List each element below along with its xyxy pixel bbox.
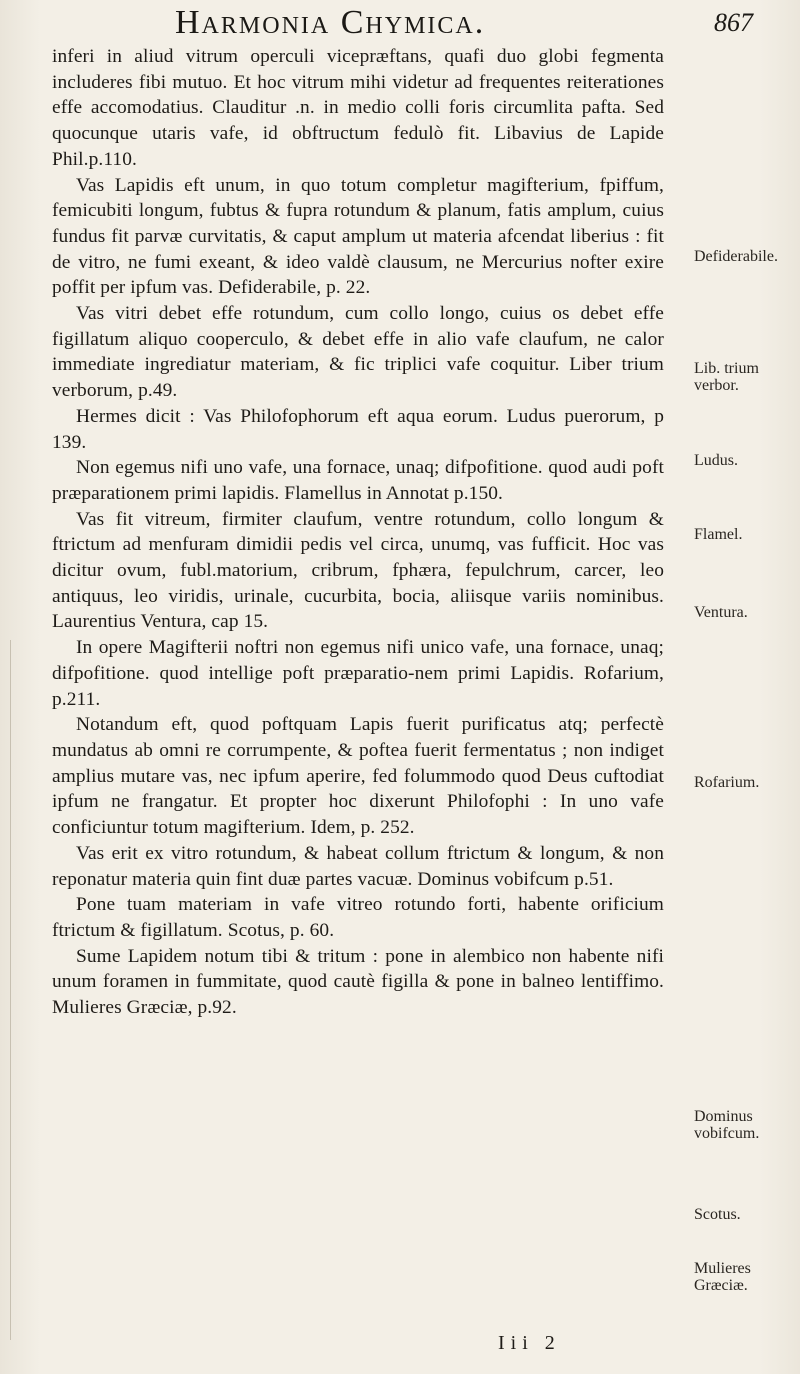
page-gutter-shadow: [10, 640, 11, 1340]
margin-note-scotus: Scotus.: [694, 1206, 741, 1223]
margin-note-ludus: Ludus.: [694, 452, 738, 469]
paragraph-scotus: Pone tuam materiam in vafe vitreo rotundo forti, habente orificium ftrictum & figillatum. Scotus, p. 60.: [52, 894, 664, 941]
paragraph-ventura: Vas fit vitreum, firmiter claufum, ventre rotundum, collo longum & ftrictum ad menfuram dimidii pedis vel circa, unumq, vas fufficit. Hoc vas dicitur ovum, fubl.matorium, cribrum, fphæra, fepulchrum, carcer, leo antiquus, leo viridis, urinale, cucurbita, bocia, aliisque variis nominibus. Laurentius Ventura, cap 15.: [52, 508, 664, 633]
signature-mark: Iii 2: [498, 1332, 561, 1354]
paragraph-libavius: inferi in aliud vitrum operculi vicepræftans, quafi duo globi fegmenta includeres fibi mutuo. Et hoc vitrum mihi videtur ad frequentes reiterationes effe accomodatius. Clauditur .n. in medio colli foris circumlita pafta. Sed quocunque utaris vafe, id obftructum fedulò fit. Libavius de Lapide Phil.p.110.: [52, 46, 664, 170]
page-header: [0, 2, 800, 44]
running-head: Harmonia Chymica.: [175, 4, 486, 41]
paragraph-liber-trium-verborum: Vas vitri debet effe rotundum, cum collo longo, cuius os debet effe figillatum aliquo cooperculo, & debet effe in alio vafe claufum, ne calor immediate ingrediatur materiam, & fic triplici vafe coquitur. Liber trium verborum, p.49.: [52, 303, 664, 402]
paragraph-desiderabile: Vas Lapidis eft unum, in quo totum completur magifterium, fpiffum, femicubiti longum, fubtus & fupra rotundum & planum, fatis amplum, cuius fundus fit parvæ curvitatis, & caput amplum ut materia afcendat liberius : fit de vitro, ne fumi exeant, & ideo valdè clausum, ne Mercurius nofter exire poffit per ipfum vas. Defiderabile, p. 22.: [52, 174, 664, 299]
page-number: 867: [714, 8, 753, 37]
main-text: [52, 44, 664, 1021]
paragraph-dominus-vobiscum: Vas erit ex vitro rotundum, & habeat collum ftrictum & longum, & non reponatur materia quin fint duæ partes vacuæ. Dominus vobifcum p.51.: [52, 842, 664, 890]
margin-note-flamel: Flamel.: [694, 526, 743, 543]
margin-note-ventura: Ventura.: [694, 604, 748, 621]
paragraph-idem: Notandum eft, quod poftquam Lapis fuerit purificatus atq; perfectè mundatus ab omni re corrumpente, & poftea fuerit fermentatus ; non indiget amplius mutare vas, nec ipfum aperire, fed folummodo quod Deus cuftodiat ipfum ne frangatur. Et propter hoc dixerunt Philofophi : In uno vafe conficiuntur totum magifterium. Idem, p. 252.: [52, 714, 664, 839]
margin-note-dominus-vobiscum: Dominus vobifcum.: [694, 1108, 760, 1142]
paragraph-mulieres-graeciae: Sume Lapidem notum tibi & tritum : pone in alembico non habente nifi unum foramen in fummitate, quod cautè figilla & pone in balneo lentiffimo. Mulieres Græciæ, p.92.: [52, 945, 664, 1019]
paragraph-ludus-puerorum: Hermes dicit : Vas Philofophorum eft aqua eorum. Ludus puerorum, p 139.: [52, 405, 664, 453]
paragraph-flamellus: Non egemus nifi uno vafe, una fornace, unaq; difpofitione. quod audi poft præparationem primi lapidis. Flamellus in Annotat p.150.: [52, 457, 664, 504]
margin-note-lib-trium-verbor: Lib. trium verbor.: [694, 360, 759, 394]
margin-note-desiderabile: Defiderabile.: [694, 248, 778, 265]
margin-note-rosarium: Rofarium.: [694, 774, 760, 791]
margin-note-mulieres-graeciae: Mulieres Græciæ.: [694, 1260, 751, 1294]
paragraph-rosarium: In opere Magifterii noftri non egemus nifi unico vafe, una fornace, unaq; difpofitione. quod intellige poft præparatio-nem primi Lapidis. Rofarium, p.211.: [52, 637, 664, 710]
